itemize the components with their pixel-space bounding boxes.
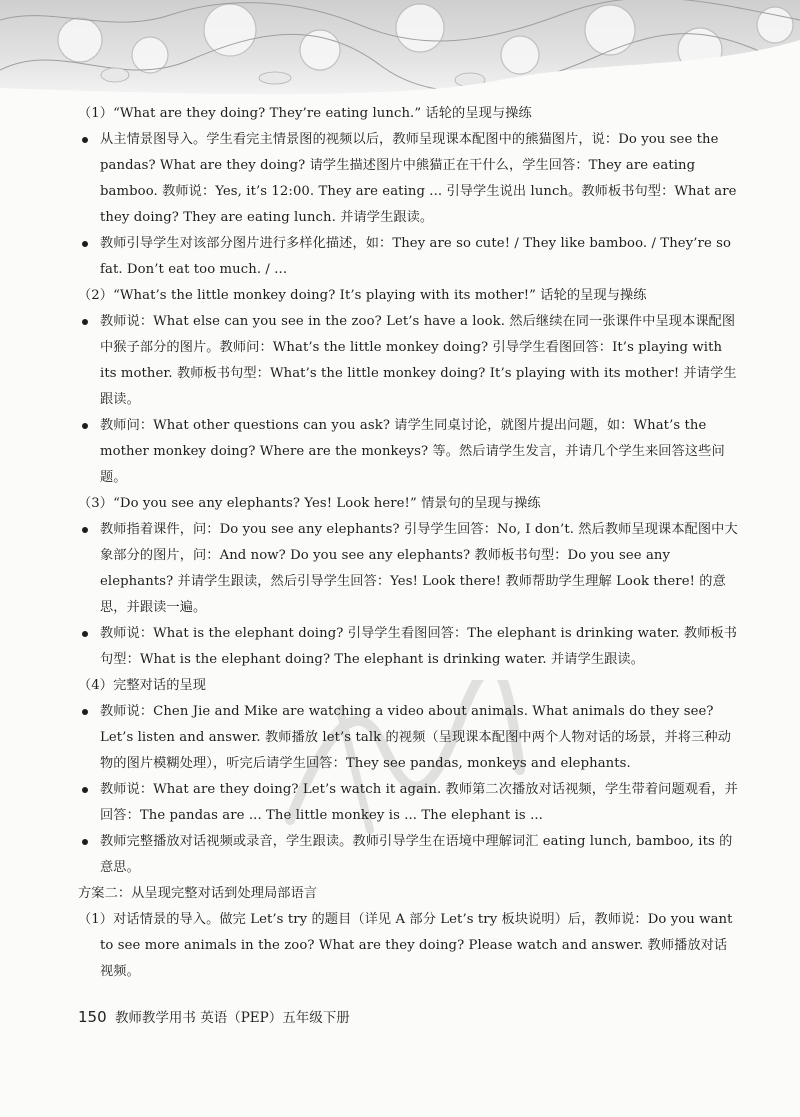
list-item: 教师引导学生对该部分图片进行多样化描述，如：They are so cute! / They like bamboo. / They’re so fat. Don’t eat too much. / ... — [78, 231, 740, 283]
sub-item: （1）对话情景的导入。做完 Let’s try 的题目（详见 A 部分 Let’s try 板块说明）后，教师说：Do you want to see more animals in the zoo? What are they doing? Please watch and answer. 教师播放对话视频。 — [78, 912, 733, 979]
section-heading: （2）“What’s the little monkey doing? It’s playing with its mother!” 话轮的呈现与操练 — [78, 288, 647, 303]
list-item: 教师说：What are they doing? Let’s watch it again. 教师第二次播放对话视频，学生带着问题观看，并回答：The pandas are ... The little monkey is ... The elephant is ... — [78, 777, 740, 829]
list-item: 教师指着课件，问：Do you see any elephants? 引导学生回答：No, I don’t. 然后教师呈现课本配图中大象部分的图片，问：And now? Do you see any elephants? 教师板书句型：Do you see any elephants? 并请学生跟读，然后引导学生回答：Yes! Look there! 教师帮助学生理解 Look there! 的意思，并跟读一遍。 — [78, 517, 740, 621]
bullet-icon — [82, 527, 88, 533]
section-heading: （3）“Do you see any elephants? Yes! Look here!” 情景句的呈现与操练 — [78, 496, 541, 511]
bullet-icon — [82, 241, 88, 247]
section-heading: （1）“What are they doing? They’re eating lunch.” 话轮的呈现与操练 — [78, 106, 532, 121]
page-footer — [78, 1006, 350, 1026]
section-heading: （4）完整对话的呈现 — [78, 678, 207, 693]
plan-heading: 方案二：从呈现完整对话到处理局部语言 — [78, 886, 318, 901]
list-item: 从主情景图导入。学生看完主情景图的视频以后，教师呈现课本配图中的熊猫图片，说：Do you see the pandas? What are they doing? 请学生描述图片中熊猫正在干什么，学生回答：They are eating bamboo. 教师说：Yes, it’s 12:00. They are eating ... 引导学生说出 lunch。教师板书句型：What are they doing? They are eating lunch. 并请学生跟读。 — [78, 127, 740, 231]
bullet-icon — [82, 137, 88, 143]
floral-pattern-icon — [0, 0, 800, 95]
bullet-icon — [82, 839, 88, 845]
list-item: 教师说：What is the elephant doing? 引导学生看图回答：The elephant is drinking water. 教师板书句型：What is the elephant doing? The elephant is drinking water. 并请学生跟读。 — [78, 621, 740, 673]
bullet-icon — [82, 319, 88, 325]
main-content — [78, 101, 740, 985]
bullet-icon — [82, 423, 88, 429]
bullet-icon — [82, 631, 88, 637]
list-item: 教师说：Chen Jie and Mike are watching a video about animals. What animals do they see? Let’s listen and answer. 教师播放 let’s talk 的视频（呈现课本配图中两个人物对话的场景，并将三种动物的图片模糊处理），听完后请学生回答：They see pandas, monkeys and elephants. — [78, 699, 740, 777]
list-item: 教师问：What other questions can you ask? 请学生同桌讨论，就图片提出问题，如：What’s the mother monkey doing? Where are the monkeys? 等。然后请学生发言，并请几个学生来回答这些问题。 — [78, 413, 740, 491]
list-item: 教师完整播放对话视频或录音，学生跟读。教师引导学生在语境中理解词汇 eating lunch, bamboo, its 的意思。 — [78, 829, 740, 881]
decorative-banner — [0, 0, 800, 95]
page-number: 150 — [78, 1008, 107, 1026]
list-item: 教师说：What else can you see in the zoo? Let’s have a look. 然后继续在同一张课件中呈现本课配图中猴子部分的图片。教师问：What’s the little monkey doing? 引导学生看图回答：It’s playing with its mother. 教师板书句型：What’s the little monkey doing? It’s playing with its mother! 并请学生跟读。 — [78, 309, 740, 413]
book-title: 教师教学用书 英语（PEP）五年级下册 — [114, 1010, 350, 1026]
bullet-icon — [82, 787, 88, 793]
bullet-icon — [82, 709, 88, 715]
